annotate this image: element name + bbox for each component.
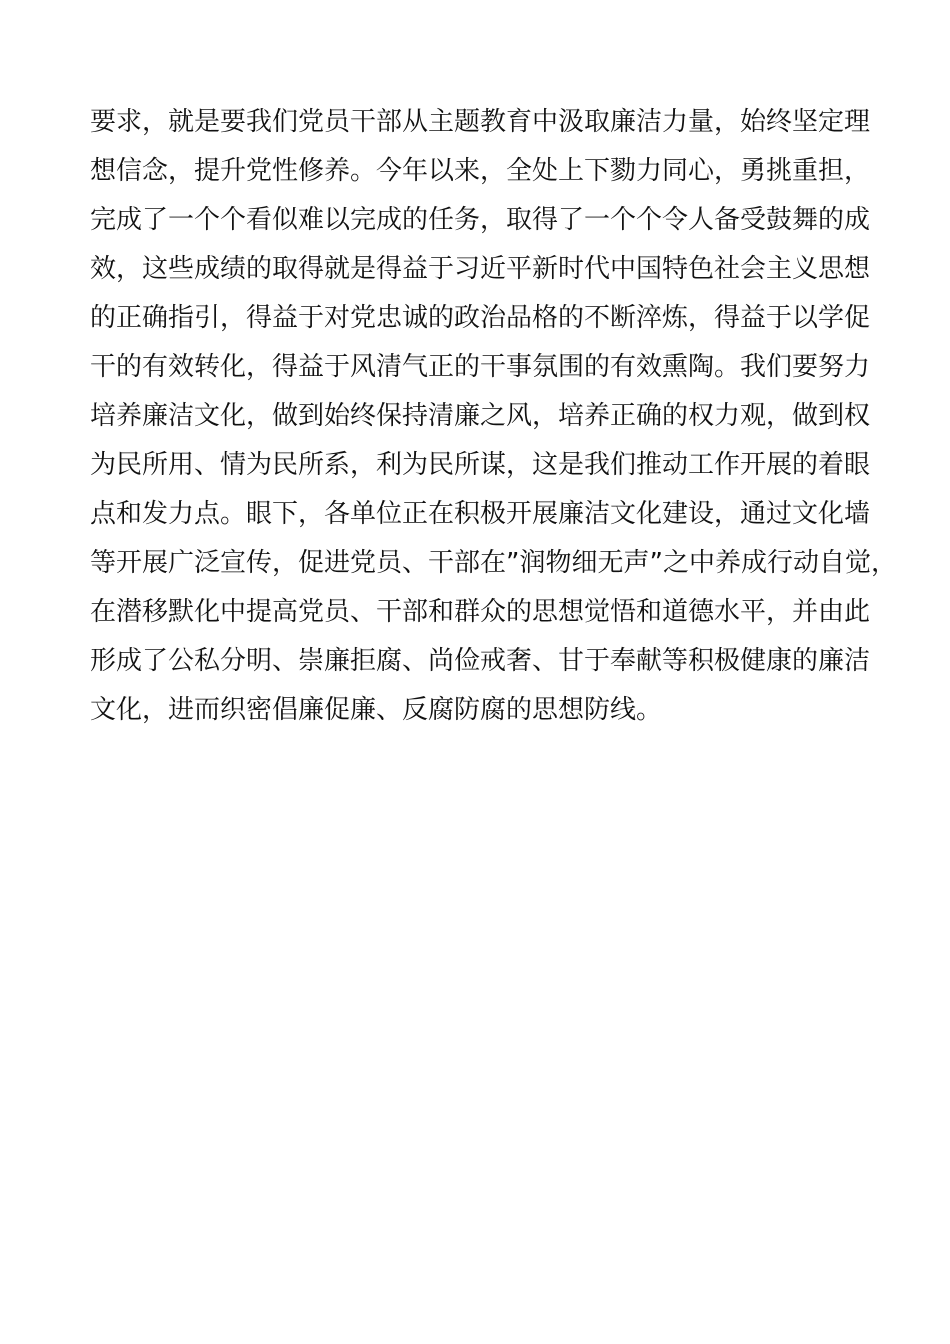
paragraph-line-7: 培养廉洁文化，做到始终保持清廉之风，培养正确的权力观，做到权 bbox=[90, 401, 871, 431]
paragraph-line-9: 点和发力点。眼下，各单位正在积极开展廉洁文化建设，通过文化墙 bbox=[90, 499, 871, 529]
body-paragraph bbox=[90, 98, 897, 735]
paragraph-line-10: 等开展广泛宣传，促进党员、干部在”润物细无声”之中养成行动自觉， bbox=[90, 548, 897, 578]
paragraph-line-2: 想信念，提升党性修养。今年以来，全处上下勠力同心，勇挑重担， bbox=[90, 156, 871, 186]
paragraph-line-13: 文化，进而织密倡廉促廉、反腐防腐的思想防线。 bbox=[90, 695, 663, 725]
paragraph-line-1: 要求，就是要我们党员干部从主题教育中汲取廉洁力量，始终坚定理 bbox=[90, 107, 871, 137]
paragraph-line-8: 为民所用、情为民所系，利为民所谋，这是我们推动工作开展的着眼 bbox=[90, 450, 871, 480]
paragraph-line-3: 完成了一个个看似难以完成的任务，取得了一个个令人备受鼓舞的成 bbox=[90, 205, 871, 235]
paragraph-line-11: 在潜移默化中提高党员、干部和群众的思想觉悟和道德水平，并由此 bbox=[90, 597, 871, 627]
paragraph-line-6: 干的有效转化，得益于风清气正的干事氛围的有效熏陶。我们要努力 bbox=[90, 352, 871, 382]
paragraph-line-5: 的正确指引，得益于对党忠诚的政治品格的不断淬炼，得益于以学促 bbox=[90, 303, 871, 333]
paragraph-line-4: 效，这些成绩的取得就是得益于习近平新时代中国特色社会主义思想 bbox=[90, 254, 871, 284]
paragraph-line-12: 形成了公私分明、崇廉拒腐、尚俭戒奢、甘于奉献等积极健康的廉洁 bbox=[90, 646, 871, 676]
